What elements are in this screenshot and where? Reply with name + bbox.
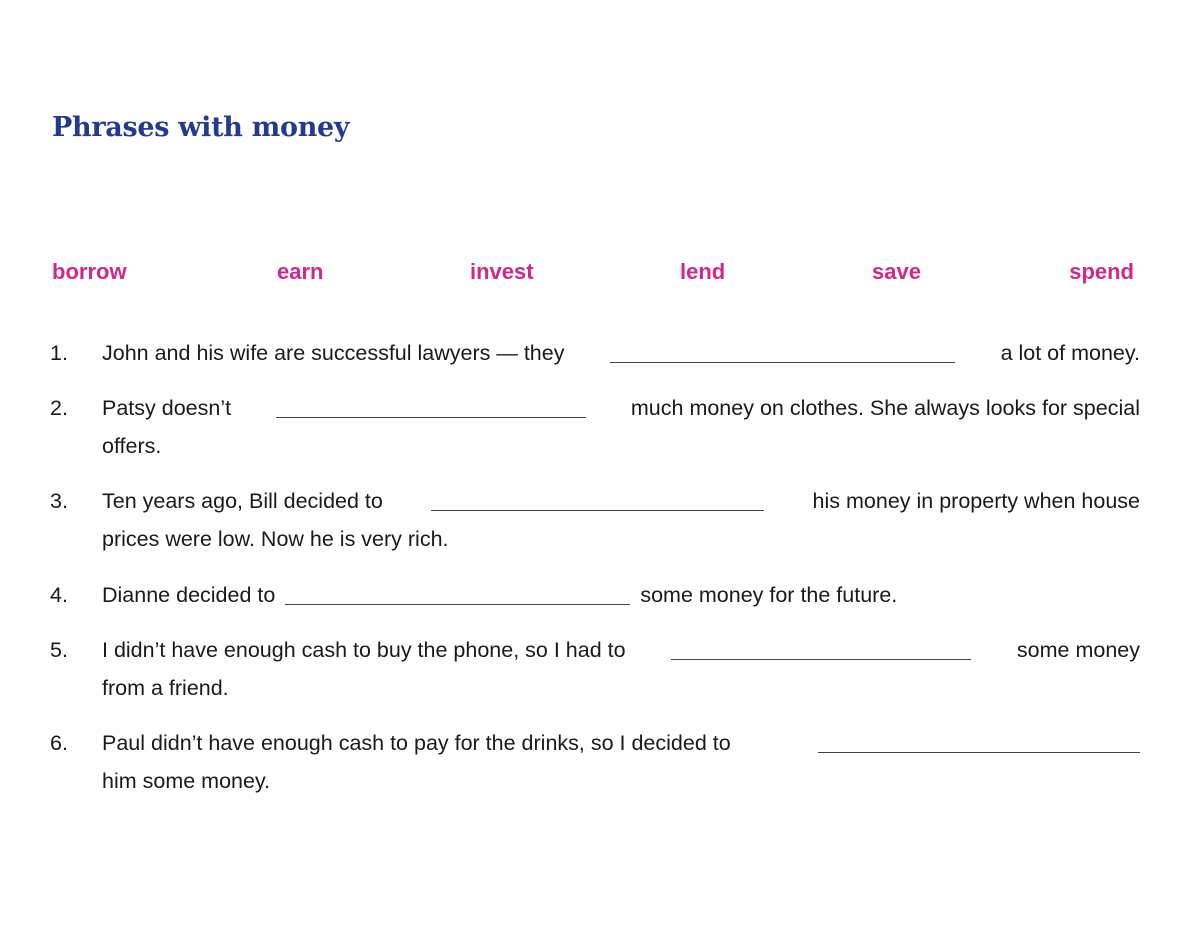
exercise-item-6 [50,724,1140,800]
item-text-before: I didn’t have enough cash to buy the phone, so I had to [102,638,626,662]
word-bank-item: save [872,259,921,284]
item-text-after: a lot of money. [1000,341,1140,365]
item-number: 5. [50,638,68,662]
item-number: 1. [50,341,68,365]
item-number: 3. [50,489,68,513]
item-text-before: Ten years ago, Bill decided to [102,489,383,513]
word-bank-item: invest [470,259,534,284]
word-bank [52,259,1134,291]
answer-blank[interactable] [671,658,971,660]
item-text-after: some money for the future. [640,583,898,607]
item-text-before: Dianne decided to [102,583,276,607]
exercise-item-4 [50,576,1140,614]
item-text-continuation: prices were low. Now he is very rich. [102,527,449,551]
item-number: 6. [50,731,68,755]
item-text-after: some money [1016,638,1140,662]
item-text-continuation: from a friend. [102,676,229,700]
item-text-continuation: offers. [102,434,162,458]
item-text-after: much money on clothes. She always looks for special [630,396,1140,420]
answer-blank[interactable] [610,361,955,363]
item-text-before: Paul didn’t have enough cash to pay for the drinks, so I decided to [102,731,731,755]
item-text-after: his money in property when house [812,489,1140,513]
item-text-before: John and his wife are successful lawyers — they [102,341,565,365]
word-bank-item: spend [1069,259,1134,284]
exercise-item-1 [50,334,1140,372]
item-text-before: Patsy doesn’t [102,396,232,420]
item-number: 4. [50,583,68,607]
item-text-continuation: him some money. [102,769,271,793]
answer-blank[interactable] [431,509,764,511]
exercise-item-5 [50,631,1140,707]
word-bank-item: lend [680,259,726,284]
answer-blank[interactable] [285,603,630,605]
word-bank-item: earn [277,259,324,284]
answer-blank[interactable] [276,416,586,418]
answer-blank[interactable] [818,751,1140,753]
item-number: 2. [50,396,68,420]
exercise-item-2 [50,389,1140,465]
exercise-item-3 [50,482,1140,558]
page-title: Phrases with money [52,112,350,143]
word-bank-item: borrow [52,259,127,284]
